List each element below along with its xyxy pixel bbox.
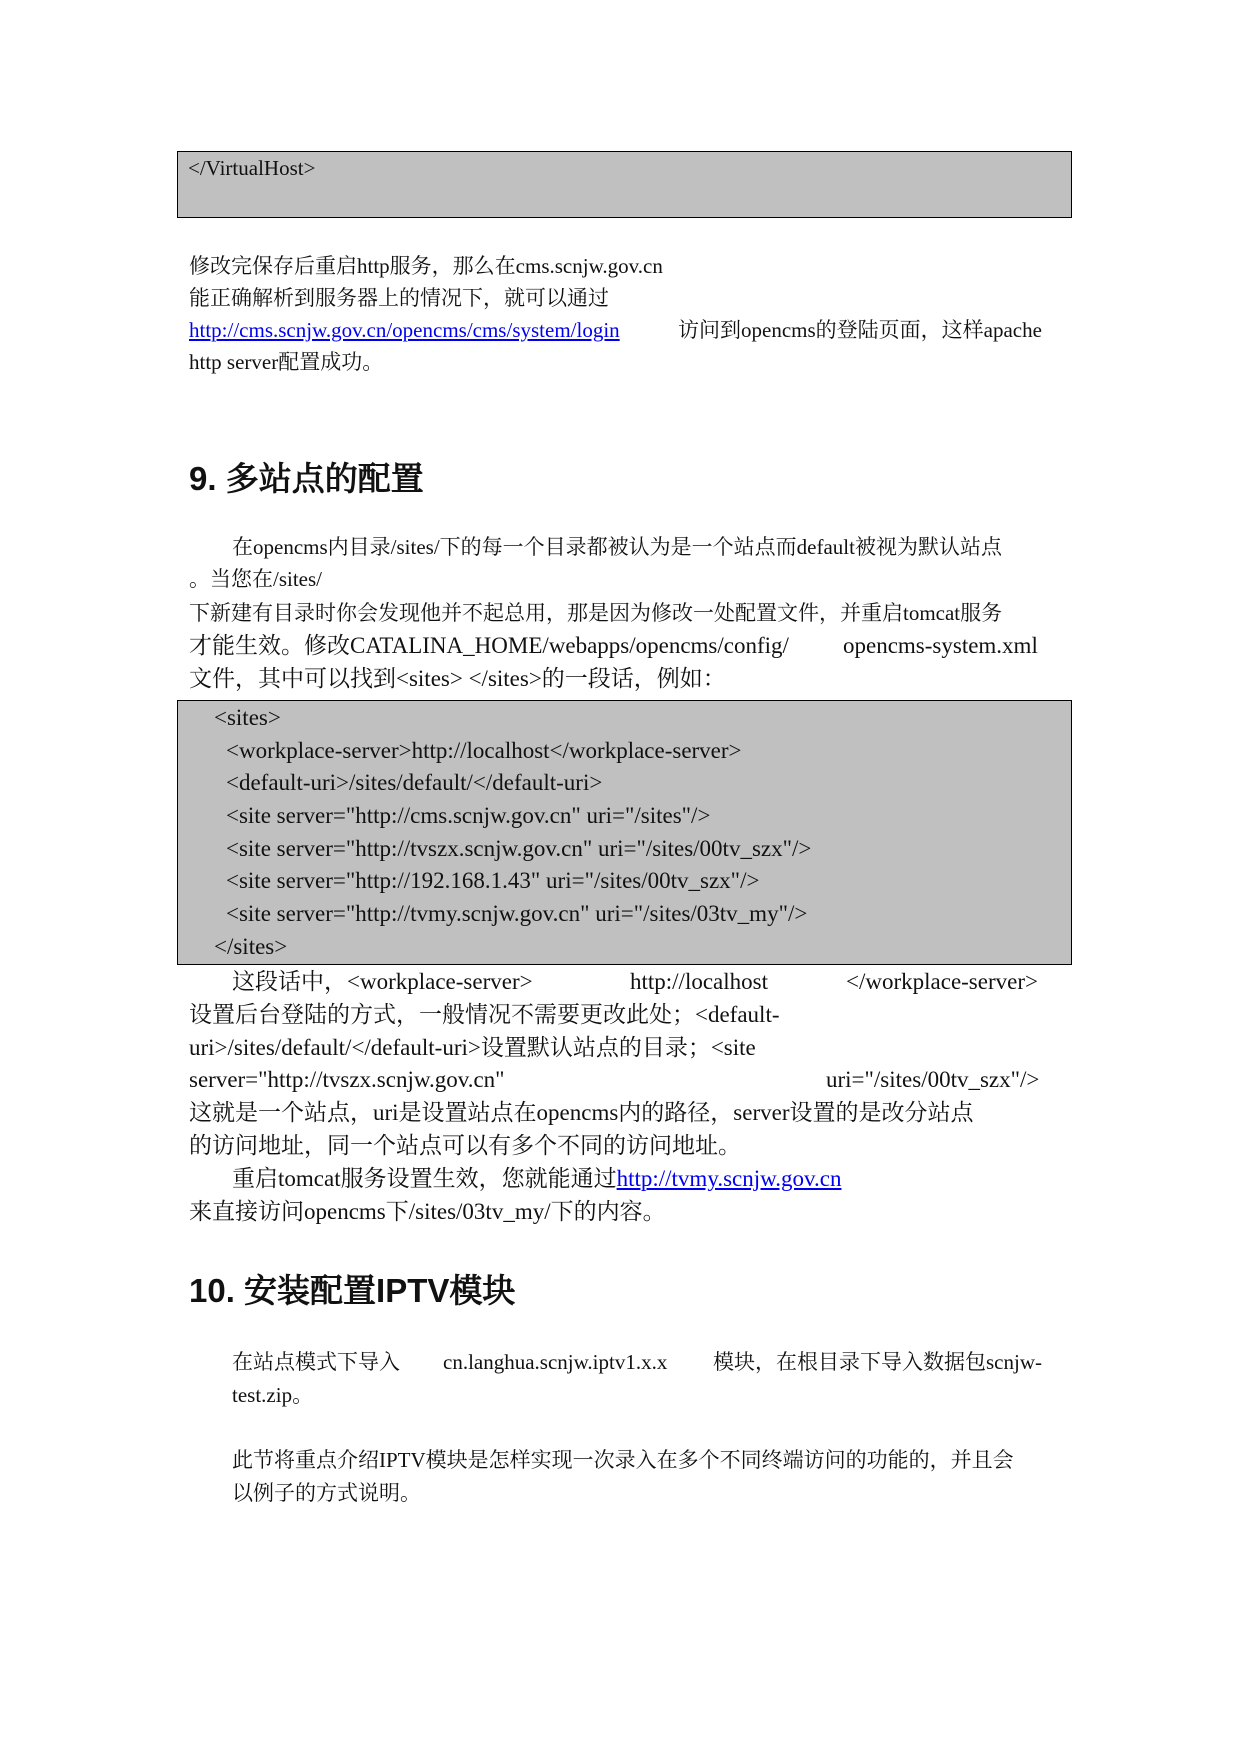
paragraph-text: 重启tomcat服务设置生效，您就能通过 [232,1166,617,1191]
paragraph-line: 这就是一个站点，uri是设置站点在opencms内的路径，server设置的是改分站点 [189,1100,974,1125]
paragraph-line: 文件，其中可以找到<sites> </sites>的一段话，例如： [189,666,726,691]
section-heading: 10. 安装配置IPTV模块 [189,1272,516,1309]
paragraph-line: 在opencms内目录/sites/下的每一个目录都被认为是一个站点而default被视为默认站点 [232,535,1002,559]
section-heading: 9. 多站点的配置 [189,460,424,497]
code-line: <site server="http://tvszx.scnjw.gov.cn" uri="/sites/00tv_szx"/> [226,836,812,861]
code-line: <site server="http://tvmy.scnjw.gov.cn" uri="/sites/03tv_my"/> [226,901,808,926]
sites-config-code-box [177,700,1072,965]
login-url-link[interactable]: http://cms.scnjw.gov.cn/opencms/cms/system/login [189,318,620,342]
paragraph-line: uri="/sites/00tv_szx"/> [826,1067,1040,1092]
paragraph-line: http server配置成功。 [189,350,384,374]
tvmy-url-link[interactable]: http://tvmy.scnjw.gov.cn [616,1166,842,1191]
paragraph-line: 模块，在根目录下导入数据包scnjw- [713,1350,1042,1374]
paragraph-line: server="http://tvszx.scnjw.gov.cn" [189,1067,505,1092]
paragraph-line: 设置后台登陆的方式，一般情况不需要更改此处；<default- [189,1002,780,1027]
paragraph-line: test.zip。 [232,1383,314,1407]
paragraph-line [189,318,620,343]
paragraph-line: 来直接访问opencms下/sites/03tv_my/下的内容。 [189,1199,666,1224]
paragraph-line: </workplace-server> [846,969,1038,994]
code-line: </sites> [214,934,288,959]
paragraph-line: 修改完保存后重启http服务，那么在cms.scnjw.gov.cn [189,254,663,278]
paragraph-line: cn.langhua.scnjw.iptv1.x.x [443,1350,668,1374]
paragraph-line: 能正确解析到服务器上的情况下，就可以通过 [189,286,609,310]
paragraph-line: opencms-system.xml [843,633,1038,658]
code-line: <site server="http://cms.scnjw.gov.cn" uri="/sites"/> [226,803,711,828]
paragraph-line: 此节将重点介绍IPTV模块是怎样实现一次录入在多个不同终端访问的功能的，并且会 [232,1448,1014,1472]
code-line: <site server="http://192.168.1.43" uri="/sites/00tv_szx"/> [226,868,760,893]
paragraph-line: 。当您在/sites/ [189,567,323,591]
paragraph-line: 这段话中，<workplace-server> [232,969,533,994]
paragraph-line: 的访问地址，同一个站点可以有多个不同的访问地址。 [189,1133,741,1158]
paragraph-line: 访问到opencms的登陆页面，这样apache [678,318,1042,342]
code-line: <sites> [214,705,281,730]
paragraph-line: 才能生效。修改CATALINA_HOME/webapps/opencms/config/ [189,633,789,658]
virtualhost-code-box [177,151,1072,218]
code-line: </VirtualHost> [188,156,316,180]
paragraph-line: 下新建有目录时你会发现他并不起总用，那是因为修改一处配置文件，并重启tomcat服务 [189,601,1003,625]
paragraph-line: uri>/sites/default/</default-uri>设置默认站点的目录；<site [189,1035,756,1060]
paragraph-line: 在站点模式下导入 [232,1350,400,1374]
paragraph-line [232,1165,841,1193]
paragraph-line: 以例子的方式说明。 [232,1481,421,1505]
code-line: <workplace-server>http://localhost</workplace-server> [226,738,742,763]
code-line: <default-uri>/sites/default/</default-uri> [226,770,603,795]
paragraph-line: http://localhost [630,969,768,994]
